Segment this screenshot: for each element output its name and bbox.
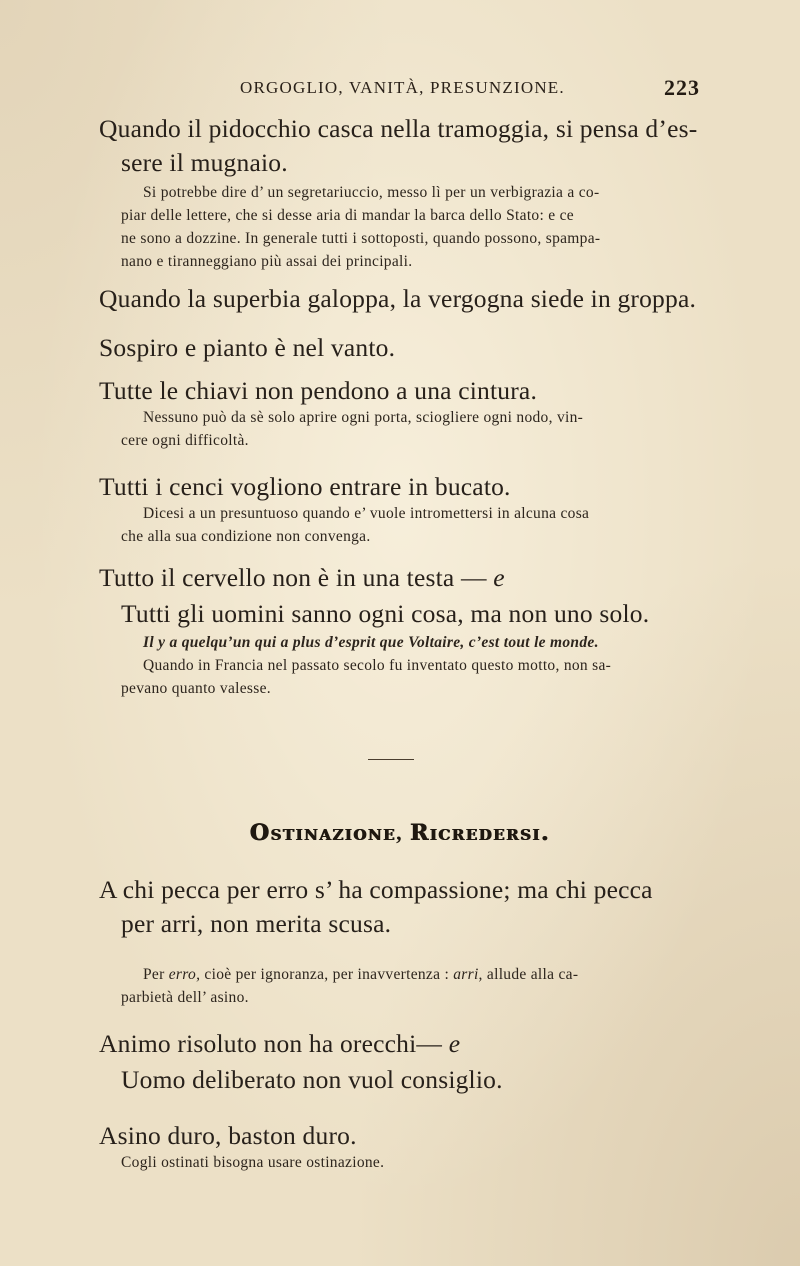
note-1-line-1: Si potrebbe dire d’ un segretariuccio, messo lì per un verbigrazia a co- [143,184,600,201]
section-title-separator: , [396,820,411,845]
running-head: ORGOGLIO, VANITÀ, PRESUNZIONE. [240,78,565,97]
proverb-9-conjunction: e [448,1029,461,1058]
note-8-text-e: allude alla ca- [482,966,579,983]
proverb-1-line-1: Quando il pidocchio casca nella tramoggia, si pensa d’es- [99,114,698,143]
note-5 [121,502,590,548]
page-number: 223 [664,75,700,100]
proverb-11 [99,1119,357,1153]
section-title [0,820,800,846]
proverb-3-text: Sospiro e pianto è nel vanto. [99,333,396,362]
proverb-2-text: Quando la superbia galoppa, la vergogna siede in groppa. [99,284,697,313]
proverb-9-text: Animo risoluto non ha orecchi— [99,1029,443,1058]
proverb-4-text: Tutte le chiavi non pendono a una cintura. [99,376,538,405]
proverb-8-line-1: A chi pecca per erro s’ ha compassione; ma chi pecca [99,875,653,904]
note-1-line-4: nano e tiranneggiano più assai dei principali. [121,253,413,270]
proverb-9 [99,1027,460,1061]
proverb-3 [99,331,395,365]
proverb-11-text: Asino duro, baston duro. [99,1121,357,1150]
proverb-5-text: Tutti i cenci vogliono entrare in bucato. [99,472,511,501]
proverb-10 [121,1063,503,1097]
note-4-line-1: Nessuno può da sè solo aprire ogni porta, sciogliere ogni nodo, vin- [143,409,584,426]
proverb-6-text: Tutto il cervello non è in una testa — [99,563,487,592]
note-7-line-1: Il y a quelqu’un qui a plus d’esprit que Voltaire, c’est tout le monde. [143,634,599,651]
note-8-term-arri: arri, [453,966,483,983]
note-8-text-c: cioè per ignoranza, per inavvertenza : [200,966,454,983]
note-5-line-1: Dicesi a un presuntuoso quando e’ vuole intromettersi in alcuna cosa [143,505,590,522]
page-header [240,75,700,104]
proverb-1 [99,112,697,180]
note-4 [121,406,584,452]
proverb-6-conjunction: e [493,563,505,592]
note-1 [121,181,601,273]
proverb-1-line-2: sere il mugnaio. [121,148,288,177]
note-11-line-1: Cogli ostinati bisogna usare ostinazione. [121,1154,385,1171]
section-title-part-1: Ostinazione [249,820,397,846]
proverb-8-line-2: per arri, non merita scusa. [121,909,392,938]
note-8-line-2: parbietà dell’ asino. [121,989,249,1006]
note-5-line-2: che alla sua condizione non convenga. [121,528,371,545]
note-4-line-2: cere ogni difficoltà. [121,432,249,449]
note-8-term-erro: erro, [168,966,201,983]
note-8-text-a: Per [143,966,169,983]
section-divider [368,759,414,760]
proverb-7 [121,597,649,631]
proverb-7-text: Tutti gli uomini sanno ogni cosa, ma non uno solo. [121,599,650,628]
proverb-4 [99,374,537,408]
proverb-6 [99,561,505,595]
note-11 [121,1151,384,1174]
note-7-line-3: pevano quanto valesse. [121,680,271,697]
proverb-10-text: Uomo deliberato non vuol consiglio. [121,1065,503,1094]
note-8 [121,963,579,1009]
note-7-line-2: Quando in Francia nel passato secolo fu inventato questo motto, non sa- [143,657,612,674]
proverb-2 [99,282,696,316]
note-1-line-3: ne sono a dozzine. In generale tutti i sottoposti, quando possono, spampa- [121,230,601,247]
proverb-8 [99,873,653,941]
note-7 [121,631,612,700]
section-title-part-2: Ricredersi. [410,820,551,846]
note-1-line-2: piar delle lettere, che si desse aria di mandar la barca dello Stato: e ce [121,207,574,224]
note-8-line-1 [143,963,578,986]
proverb-5 [99,470,511,504]
